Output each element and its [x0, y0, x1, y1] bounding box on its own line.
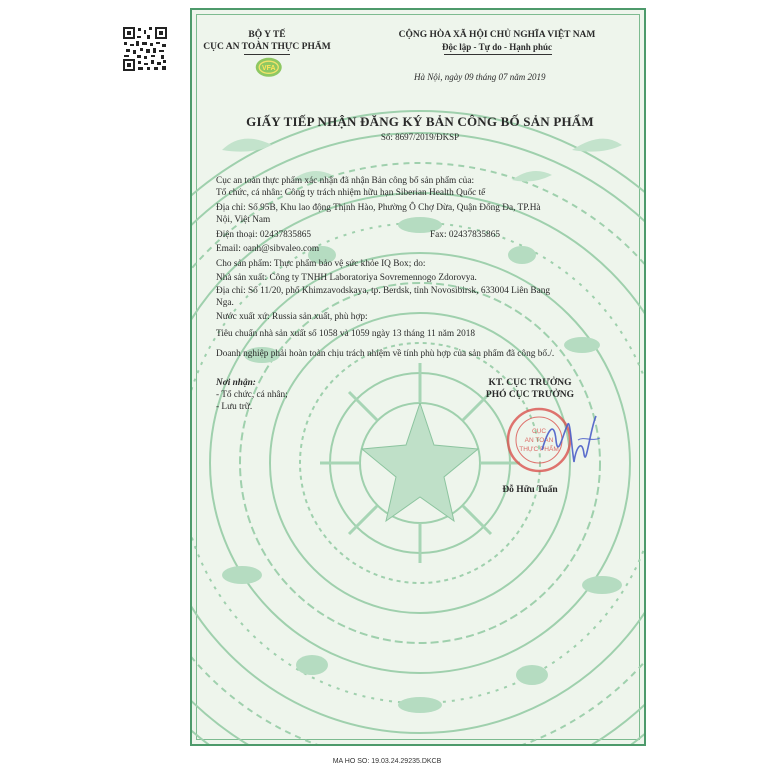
header-left-underline: [244, 54, 290, 55]
national-motto: Độc lập - Tự do - Hạnh phúc: [441, 42, 552, 52]
product-text: Cho sản phẩm: Thực phẩm bảo vệ sức khỏe IQ Box; do:: [216, 259, 426, 269]
header-right-underline: [444, 54, 552, 55]
manufacturer-text: Nhà sản xuất: Công ty TNHH Laboratoriya Sovremennogo Zdorovya.: [216, 273, 477, 283]
recipient-item-1: - Tổ chức, cá nhân;: [216, 390, 288, 400]
signature-title-1: KT. CỤC TRƯỞNG: [488, 378, 572, 388]
stamp-text-1: CỤC: [531, 428, 547, 435]
stamp-text-3: THỰC PHẨM: [519, 446, 559, 453]
department-name: CỤC AN TOÀN THỰC PHẨM: [203, 42, 331, 52]
handwritten-signature-icon: [531, 410, 606, 480]
recipients-heading: Nơi nhận:: [216, 378, 256, 388]
signature-title-2: PHÓ CỤC TRƯỞNG: [485, 390, 575, 400]
manufacturer-address-line-2: Nga.: [216, 298, 234, 308]
email-text: Email: oanh@sibvaleo.com: [216, 244, 320, 254]
ministry-name: BỘ Y TẾ: [248, 30, 286, 40]
intro-text: Cục an toàn thực phẩm xác nhận đã nhận Bản công bố sản phẩm của:: [216, 176, 475, 186]
qr-code-icon: [122, 26, 168, 72]
organization-text: Tổ chức, cá nhân: Công ty trách nhiệm hữu hạn Siberian Health Quốc tế: [216, 188, 486, 198]
stamp-text-2: AN TOÀN: [524, 437, 554, 444]
phone-text: Điện thoại: 02437835865: [216, 230, 312, 240]
fax-text: Fax: 02437835865: [430, 230, 500, 240]
certificate-title: GIẤY TIẾP NHẬN ĐĂNG KÝ BẢN CÔNG BỐ SẢN PHẨM: [246, 114, 594, 129]
responsibility-text: Doanh nghiệp phải hoàn toàn chịu trách nhiệm về tính phù hợp của sản phẩm đã công bố./.: [216, 349, 555, 359]
address-line-1: Địa chỉ: Số 95B, Khu lao động Thịnh Hào, Phường Ô Chợ Dừa, Quận Đống Đa, TP.Hà: [216, 203, 541, 213]
issue-date: Hà Nội, ngày 09 tháng 07 năm 2019: [414, 72, 546, 82]
standard-text: Tiêu chuẩn nhà sản xuất số 1058 và 1059 ngày 13 tháng 11 năm 2018: [216, 329, 476, 339]
country-name: CỘNG HÒA XÃ HỘI CHỦ NGHĨA VIỆT NAM: [398, 30, 596, 40]
address-line-2: Nội, Việt Nam: [216, 215, 271, 225]
recipient-item-2: - Lưu trữ.: [216, 402, 253, 412]
certificate: [190, 8, 646, 746]
certificate-number: Số: 8697/2019/ĐKSP: [380, 132, 460, 142]
origin-text: Nước xuất xứ: Russia sản xuất, phù hợp:: [216, 312, 368, 322]
signer-name: Đỗ Hữu Tuấn: [502, 485, 558, 495]
vfa-logo-icon: [250, 56, 284, 82]
dossier-code: MA HO SO: 19.03.24.29235.DKCB: [332, 758, 442, 765]
logo-text: VFA: [261, 64, 276, 72]
manufacturer-address-line-1: Địa chỉ: Số 11/20, phố Khimzavodskaya, tp. Berdsk, tỉnh Novosibirsk, 633004 Liên Bang: [216, 286, 551, 296]
